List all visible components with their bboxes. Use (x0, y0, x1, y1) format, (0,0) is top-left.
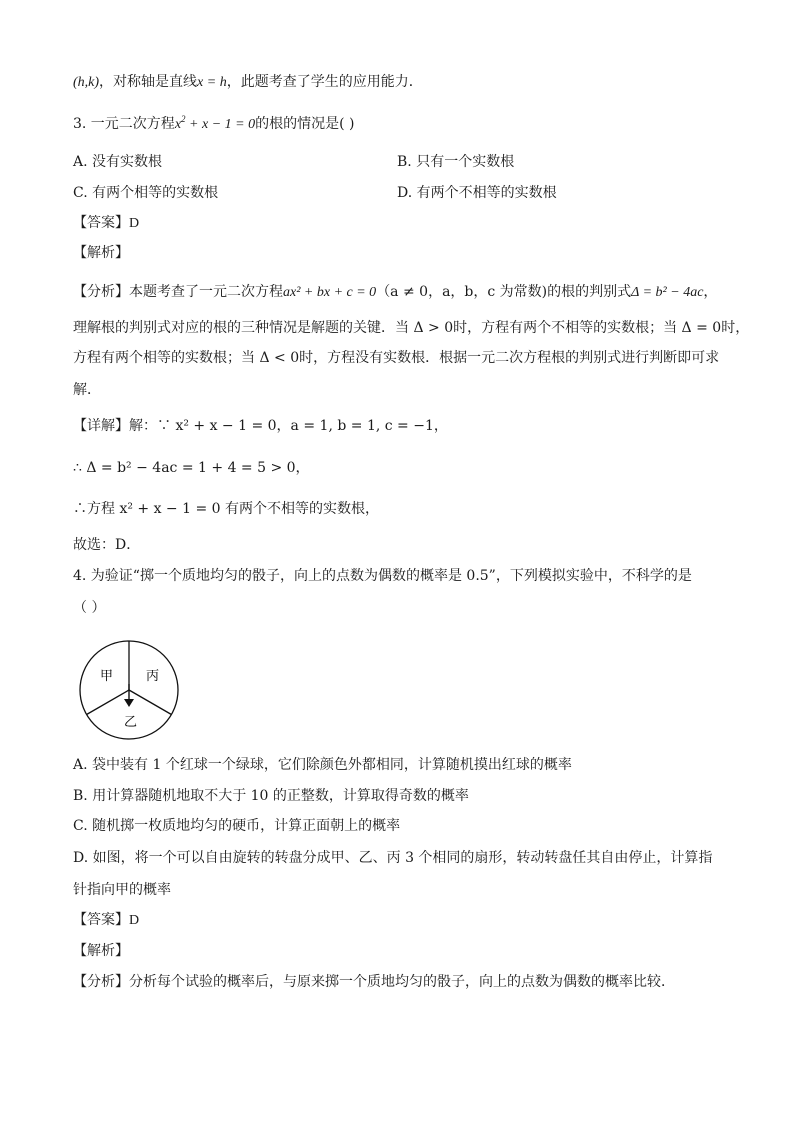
spinner-label-yi: 乙 (124, 715, 138, 730)
q3-analysis-tag: 【解析】 (73, 245, 129, 261)
q3-answer (73, 213, 139, 234)
q3-equation-tail: + x − 1 = 0 (185, 117, 256, 132)
fenxi-discriminant: Δ = b² − 4ac (631, 285, 704, 300)
q4-stem-line-2: （ ） (73, 600, 106, 616)
q3-detail-line-4: 故选：D． (73, 537, 141, 553)
q3-stem-post: 的根的情况是( ) (255, 116, 355, 132)
fenxi-text-d: ， (703, 284, 718, 300)
q4-fenxi: 【分析】分析每个试验的概率后，与原来掷一个质地均匀的骰子，向上的点数为偶数的概率比较． (73, 974, 675, 990)
q3-option-c: C. 有两个相等的实数根 (73, 185, 219, 201)
q3-fenxi-line-4: 解． (73, 382, 101, 398)
q4-option-c: C. 随机掷一枚质地均匀的硬币，计算正面朝上的概率 (73, 818, 401, 834)
spinner-label-jia: 甲 (100, 669, 114, 684)
q3-option-d: D. 有两个不相等的实数根 (397, 185, 557, 201)
detail-text-1: 解：∵ x² + x − 1 = 0，a = 1, b = 1, c = −1， (129, 418, 448, 434)
fenxi-tag: 【分析】 (73, 284, 129, 300)
fenxi-equation: ax² + bx + c = 0 (283, 285, 377, 300)
spinner-pointer-arrow-icon (124, 699, 134, 707)
q3-stem-pre: 3. 一元二次方程 (73, 116, 175, 132)
q3-detail-line-3: ∴方程 x² + x − 1 = 0 有两个不相等的实数根， (73, 501, 380, 517)
answer-tag: 【答案】 (73, 912, 129, 928)
q3-option-b: B. 只有一个实数根 (397, 154, 515, 170)
q3-fenxi-line-2: 理解根的判别式对应的根的三种情况是解题的关键．当 Δ > 0时，方程有两个不相等的实数根；当 Δ = 0时， (73, 320, 750, 336)
q3-fenxi-line-3: 方程有两个相等的实数根；当 Δ < 0时，方程没有实数根．根据一元二次方程根的判别式进行判断即可求 (73, 350, 720, 366)
intro-text-2: ，此题考查了学生的应用能力． (226, 74, 423, 90)
axis-equation: x = h (197, 75, 227, 90)
q4-option-a: A. 袋中装有 1 个红球一个绿球，它们除颜色外都相同，计算随机摸出红球的概率 (73, 757, 572, 773)
intro-text-1: ，对称轴是直线 (99, 74, 198, 90)
detail-tag: 【详解】 (73, 418, 129, 434)
q4-option-d-line-2: 针指向甲的概率 (73, 882, 171, 898)
spinner-figure (79, 640, 185, 746)
q4-option-b: B. 用计算器随机地取不大于 10 的正整数，计算取得奇数的概率 (73, 788, 469, 804)
q4-stem-line-1: 4. 为验证“掷一个质地均匀的骰子，向上的点数为偶数的概率是 0.5”，下列模拟实验中，不科学的是 (73, 568, 692, 584)
q3-stem (73, 114, 354, 135)
q3-detail-line-2: ∴ Δ = b² − 4ac = 1 + 4 = 5 > 0， (73, 460, 310, 476)
q4-option-d-line-1: D. 如图，将一个可以自由旋转的转盘分成甲、乙、丙 3 个相同的扇形，转动转盘任其自由停止，计算指 (73, 850, 713, 866)
fenxi-text-b: （a ≠ 0，a，b，c 为常数)的根的判别式 (376, 284, 632, 300)
answer-tag: 【答案】 (73, 215, 129, 231)
intro-line (73, 72, 423, 93)
vertex-notation: (h,k) (73, 75, 100, 90)
spinner-divider-left (87, 690, 129, 715)
spinner-divider-right (129, 690, 171, 715)
q3-detail-line-1 (73, 416, 448, 436)
q3-option-a: A. 没有实数根 (73, 154, 163, 170)
q4-analysis-tag: 【解析】 (73, 943, 129, 959)
q3-equation-x2: $x^2$ (174, 114, 186, 132)
spinner-label-bing: 丙 (146, 669, 160, 684)
q4-answer (73, 910, 139, 931)
q3-fenxi-line-1 (73, 282, 717, 303)
answer-value: D (129, 913, 140, 928)
answer-value: D (129, 216, 140, 231)
fenxi-text-a: 本题考查了一元二次方程 (129, 284, 283, 300)
